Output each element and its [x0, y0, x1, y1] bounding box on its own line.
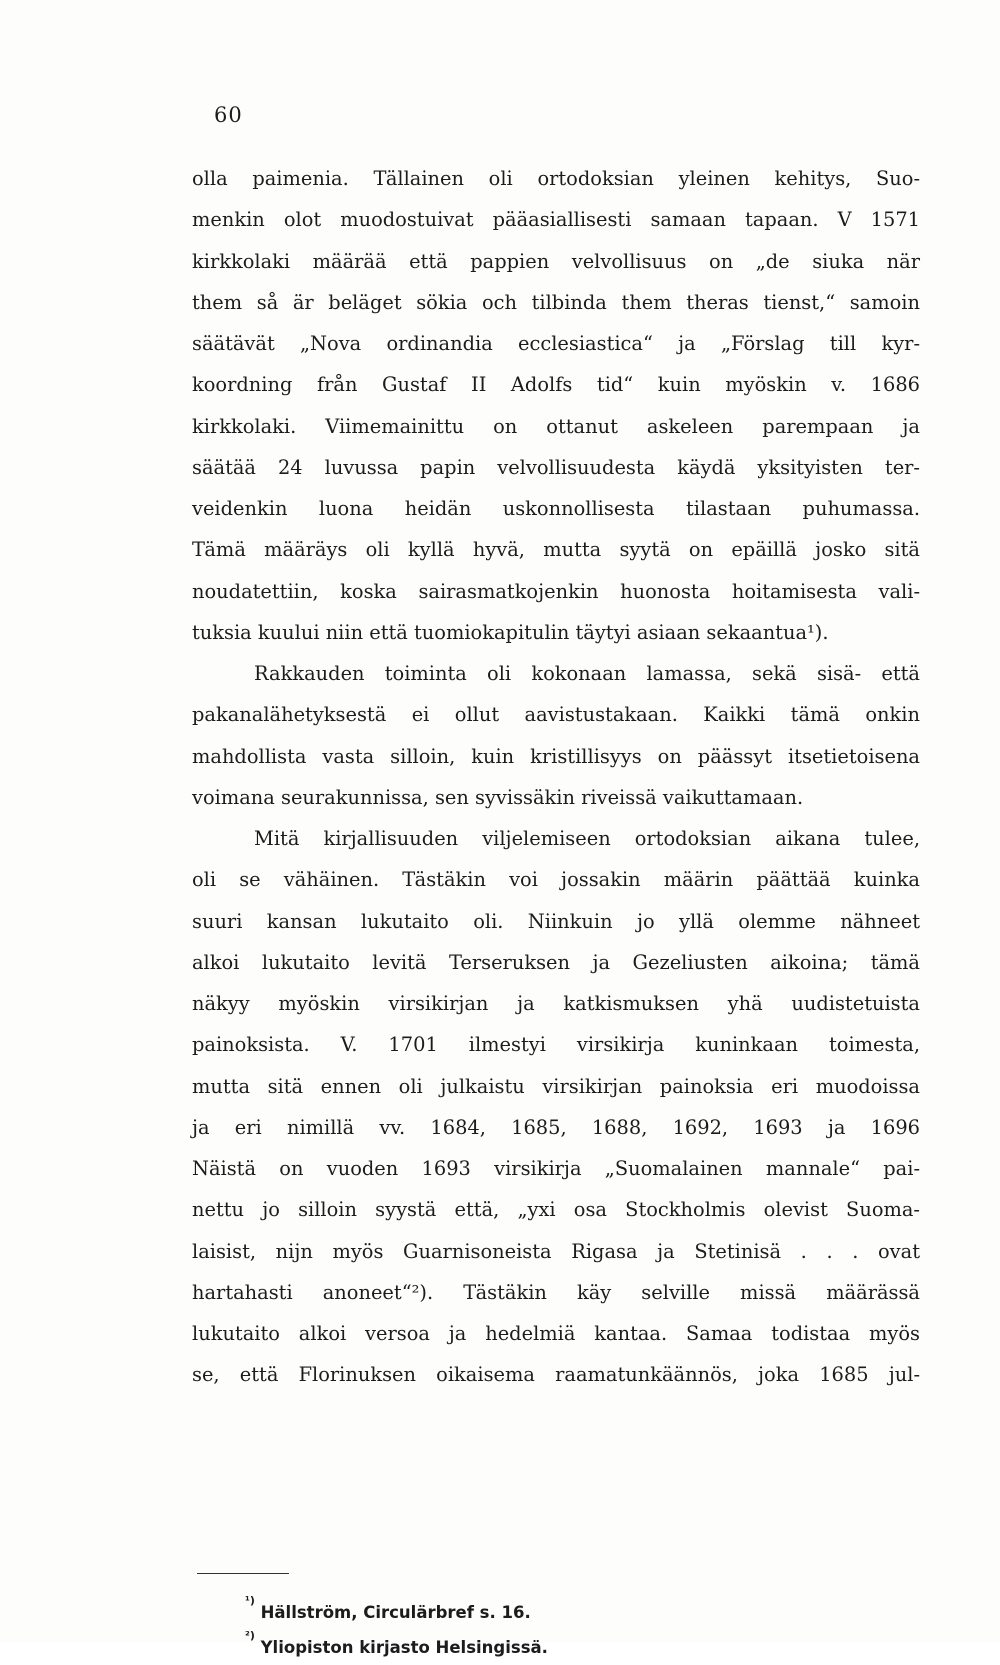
text-line: alkoi lukutaito levitä Terseruksen ja Gezeliusten aikoina; tämä — [192, 950, 920, 974]
text-line: Tämä määräys oli kyllä hyvä, mutta syytä on epäillä josko sitä — [192, 538, 920, 562]
text-line: nettu jo silloin syystä että, „yxi osa Stockholmis olevist Suoma- — [192, 1198, 920, 1222]
footnote-text: Hällström, Circulärbref s. 16. — [254, 1603, 531, 1622]
text-line: olla paimenia. Tällainen oli ortodoksian yleinen kehitys, Suo- — [192, 167, 920, 190]
text-line: painoksista. V. 1701 ilmestyi virsikirja kuninkaan toimesta, — [192, 1033, 920, 1057]
text-line: mahdollista vasta silloin, kuin kristillisyys on päässyt itsetietoisena — [192, 744, 920, 768]
text-line: Rakkauden toiminta oli kokonaan lamassa, sekä sisä- että — [254, 662, 920, 685]
text-line: veidenkin luona heidän uskonnollisesta tilastaan puhumassa. — [192, 497, 920, 520]
text-line: kirkkolaki määrää että pappien velvollisuus on „de siuka när — [192, 249, 920, 273]
footnote-divider — [197, 1573, 289, 1574]
text-line: suuri kansan lukutaito oli. Niinkuin jo yllä olemme nähneet — [192, 909, 920, 933]
text-line: pakanalähetyksestä ei ollut aavistustakaan. Kaikki tämä onkin — [192, 703, 920, 727]
text-line: koordning från Gustaf II Adolfs tid“ kuin myöskin v. 1686 — [192, 373, 920, 397]
footnote-1 — [245, 1595, 765, 1630]
text-line: voimana seurakunnissa, sen syvissäkin riveissä vaikuttamaan. — [192, 785, 804, 809]
text-line: noudatettiin, koska sairasmatkojenkin huonosta hoitamisesta vali- — [192, 579, 920, 603]
text-line: se, että Florinuksen oikaisema raamatunkäännös, joka 1685 jul- — [192, 1363, 920, 1387]
text-line: kirkkolaki. Viimemainittu on ottanut askeleen parempaan ja — [192, 414, 920, 438]
text-line: lukutaito alkoi versoa ja hedelmiä kantaa. Samaa todistaa myös — [192, 1322, 920, 1345]
text-line: tuksia kuului niin että tuomiokapitulin täytyi asiaan sekaantua¹). — [192, 620, 829, 644]
text-line: mutta sitä ennen oli julkaistu virsikirjan painoksia eri muodoissa — [192, 1074, 920, 1098]
footnote-mark: ¹) — [245, 1594, 255, 1607]
footnote-text: Yliopiston kirjasto Helsingissä. — [254, 1638, 548, 1657]
footnote-mark: ²) — [245, 1629, 255, 1642]
text-line: säätää 24 luvussa papin velvollisuudesta käydä yksityisten ter- — [192, 455, 920, 479]
page-number: 60 — [214, 103, 243, 127]
text-line: menkin olot muodostuivat pääasiallisesti samaan tapaan. V 1571 — [192, 208, 920, 232]
footnote-2 — [245, 1630, 765, 1665]
text-line: Mitä kirjallisuuden viljelemiseen ortodoksian aikana tulee, — [254, 827, 920, 850]
text-line: hartahasti anoneet“²). Tästäkin käy selville missä määrässä — [192, 1280, 920, 1304]
text-line: näkyy myöskin virsikirjan ja katkismuksen yhä uudistetuista — [192, 992, 920, 1015]
text-line: Näistä on vuoden 1693 virsikirja „Suomalainen mannale“ pai- — [192, 1157, 920, 1180]
text-line: ja eri nimillä vv. 1684, 1685, 1688, 1692, 1693 ja 1696 — [192, 1115, 920, 1139]
text-line: laisist, nijn myös Guarnisoneista Rigasa ja Stetinisä . . . ovat — [192, 1239, 920, 1263]
text-line: oli se vähäinen. Tästäkin voi jossakin määrin päättää kuinka — [192, 868, 920, 892]
text-line: säätävät „Nova ordinandia ecclesiastica“ ja „Förslag till kyr- — [192, 332, 920, 355]
body-text — [192, 158, 920, 1396]
text-line: them så är beläget sökia och tilbinda them theras tienst,“ samoin — [192, 290, 920, 314]
footnotes — [245, 1595, 765, 1665]
